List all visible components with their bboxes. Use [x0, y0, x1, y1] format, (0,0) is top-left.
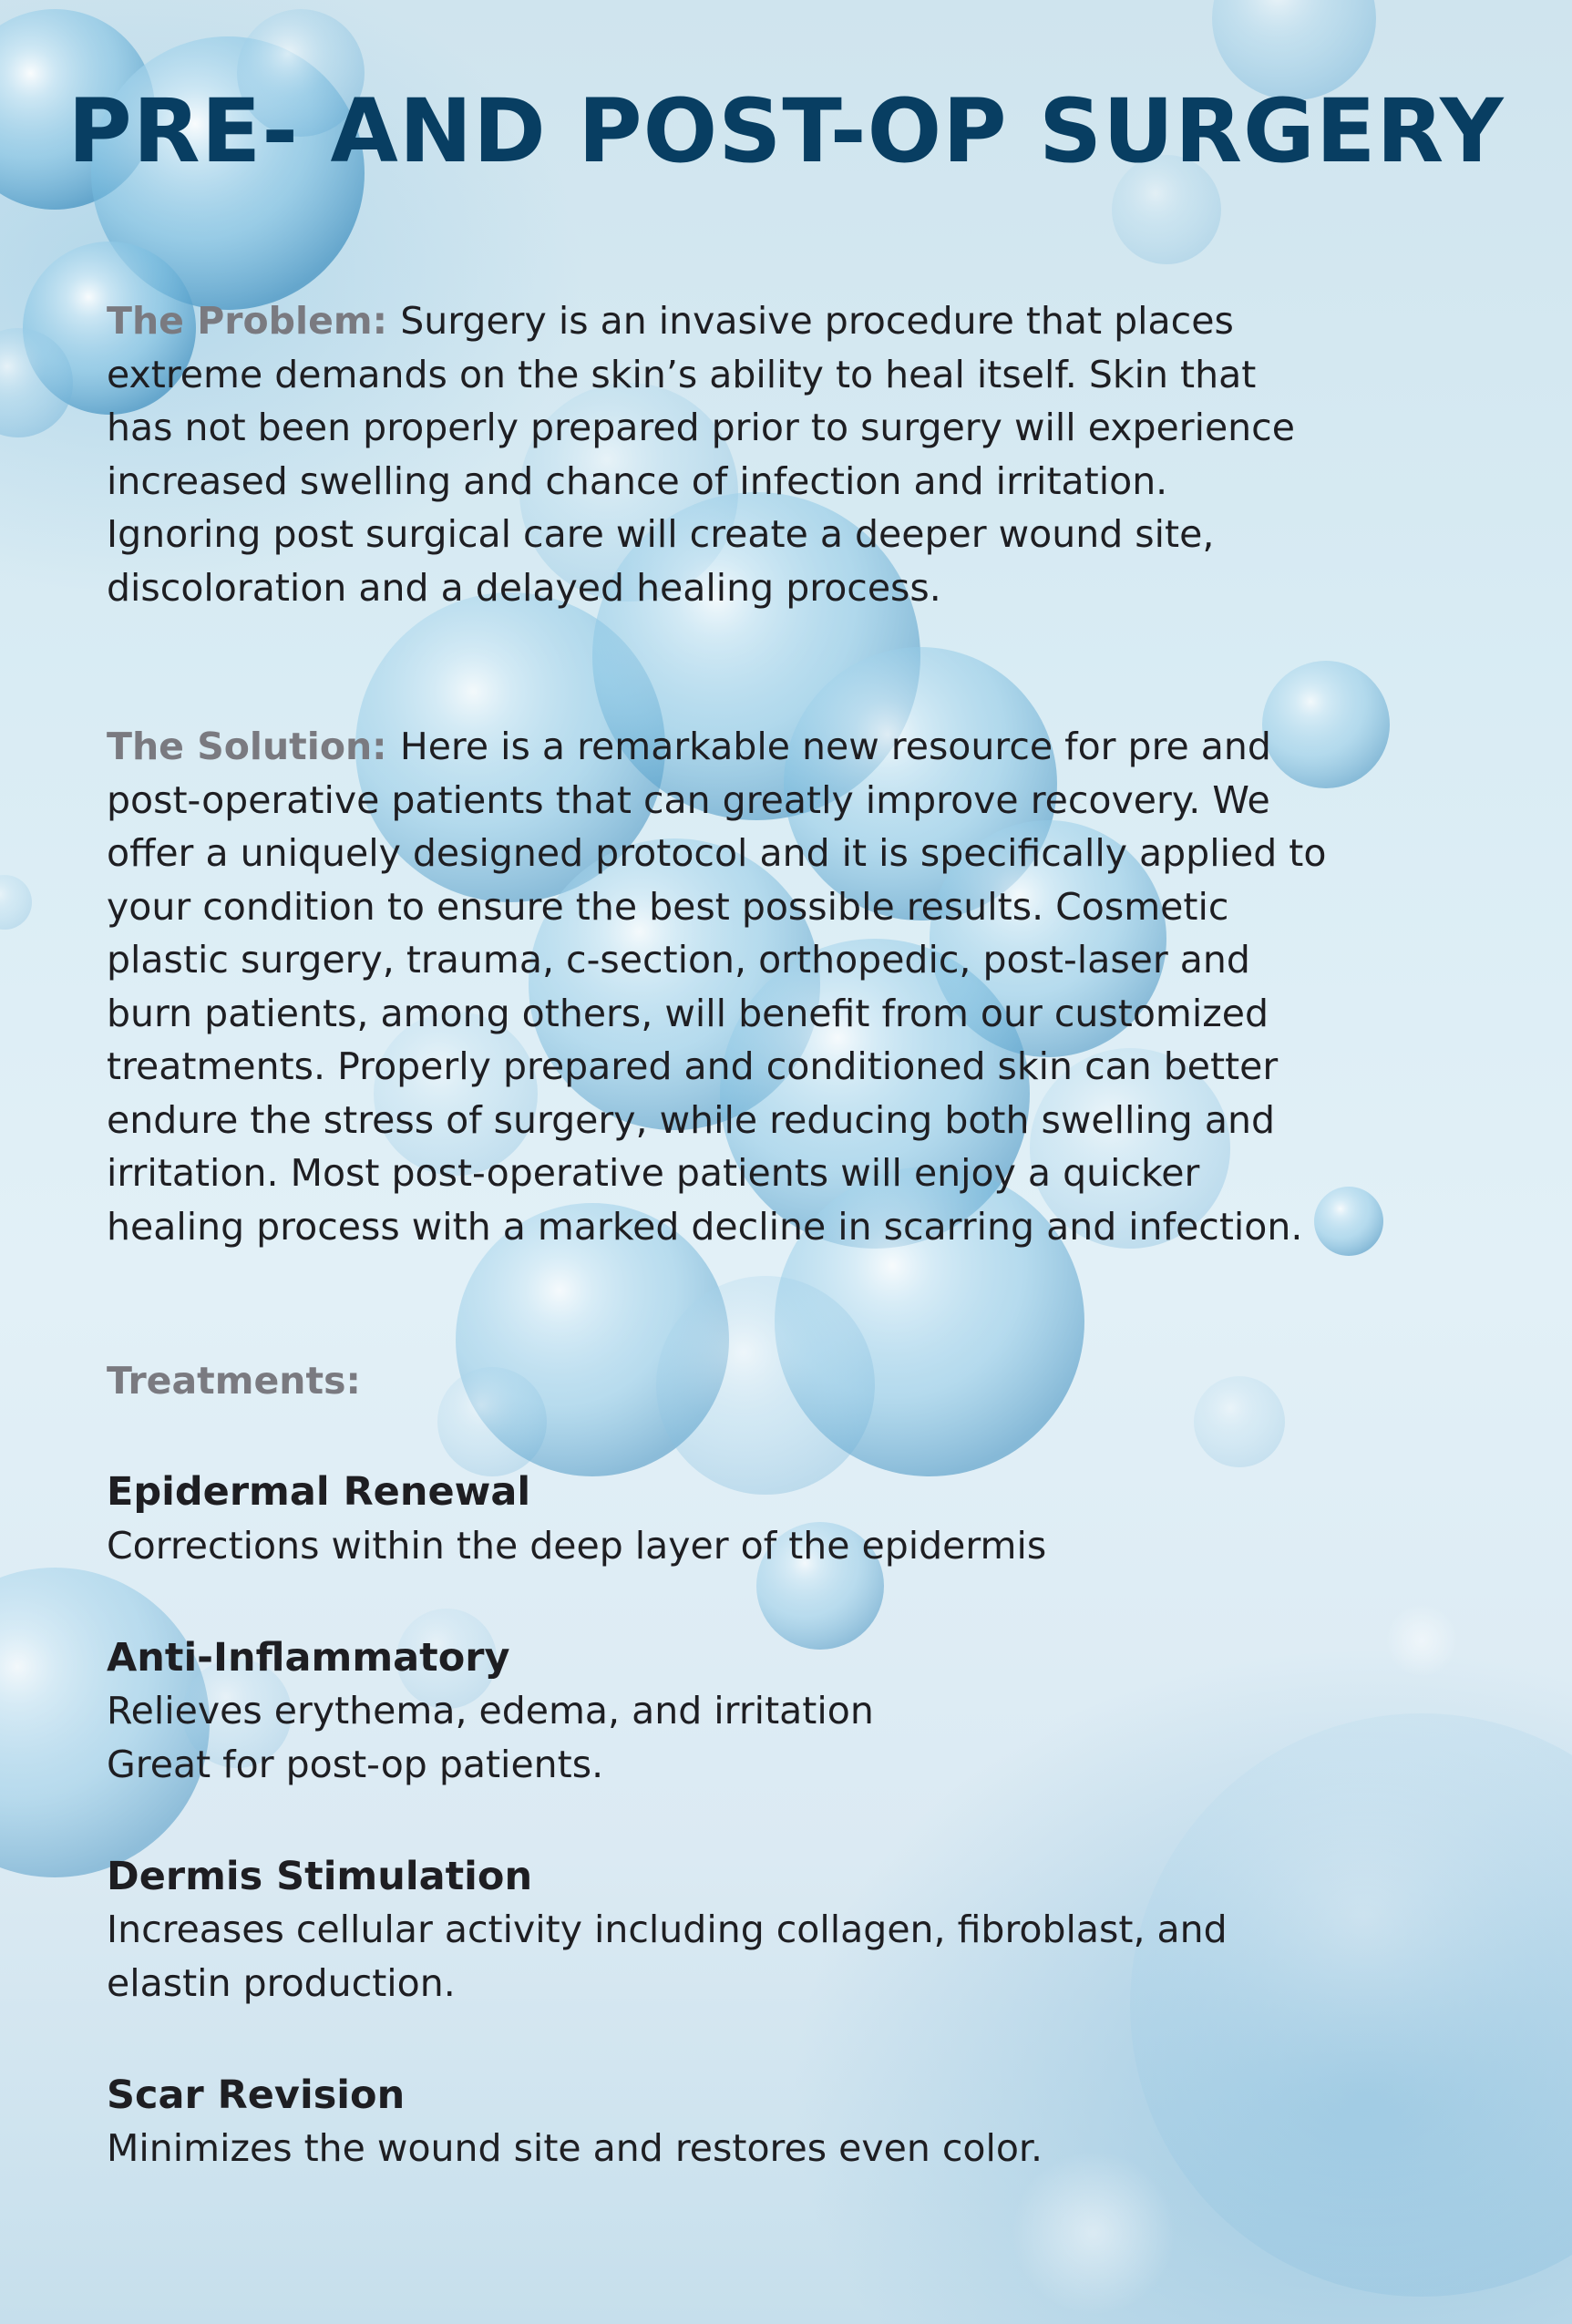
solution-label: The Solution: [107, 725, 400, 768]
treatment-description-line: Increases cellular activity including collagen, fibroblast, and elastin production. [107, 1908, 1228, 2005]
treatment-description-line: Great for post-op patients. [107, 1743, 604, 1786]
treatment-description-line: Corrections within the deep layer of the epidermis [107, 1524, 1047, 1568]
problem-label: The Problem: [107, 299, 401, 343]
treatment-name-scar-revision: Scar Revision [107, 2072, 406, 2118]
treatment-description-dermis-stimulation [107, 1903, 1328, 2010]
page-title: PRE- AND POST-OP SURGERY [67, 80, 1505, 182]
treatment-name-epidermal-renewal: Epidermal Renewal [107, 1469, 531, 1515]
treatments-heading: Treatments: [107, 1359, 361, 1403]
solution-paragraph [107, 720, 1328, 1253]
treatment-description-line: Minimizes the wound site and restores even color. [107, 2126, 1043, 2170]
treatment-description-scar-revision [107, 2122, 1328, 2175]
problem-text: Surgery is an invasive procedure that places extreme demands on the skin’s ability to heal itself. Skin that has not been properly prepared prior to surgery will experience increased swelling and chance of infection and irritation. Ignoring post surgical care will create a deeper wound site, discoloration and a delayed healing process. [107, 299, 1295, 610]
treatment-name-dermis-stimulation: Dermis Stimulation [107, 1854, 533, 1899]
treatment-description-epidermal-renewal [107, 1519, 1328, 1573]
treatment-description-anti-inflammatory [107, 1684, 1328, 1792]
treatment-description-line: Relieves erythema, edema, and irritation [107, 1689, 874, 1733]
problem-paragraph [107, 294, 1328, 614]
solution-text: Here is a remarkable new resource for pre and post-operative patients that can greatly improve recovery. We offer a uniquely designed protocol and it is specifically applied to your condition to ensure the best possible results. Cosmetic plastic surgery, trauma, c-section, orthopedic, post-laser and burn patients, among others, will benefit from our customized treatments. Properly prepared and conditioned skin can better endure the stress of surgery, while reducing both swelling and irritation. Most post-operative patients will enjoy a quicker healing process with a marked decline in scarring and infection. [107, 725, 1327, 1249]
treatment-name-anti-inflammatory: Anti-Inflammatory [107, 1635, 510, 1681]
